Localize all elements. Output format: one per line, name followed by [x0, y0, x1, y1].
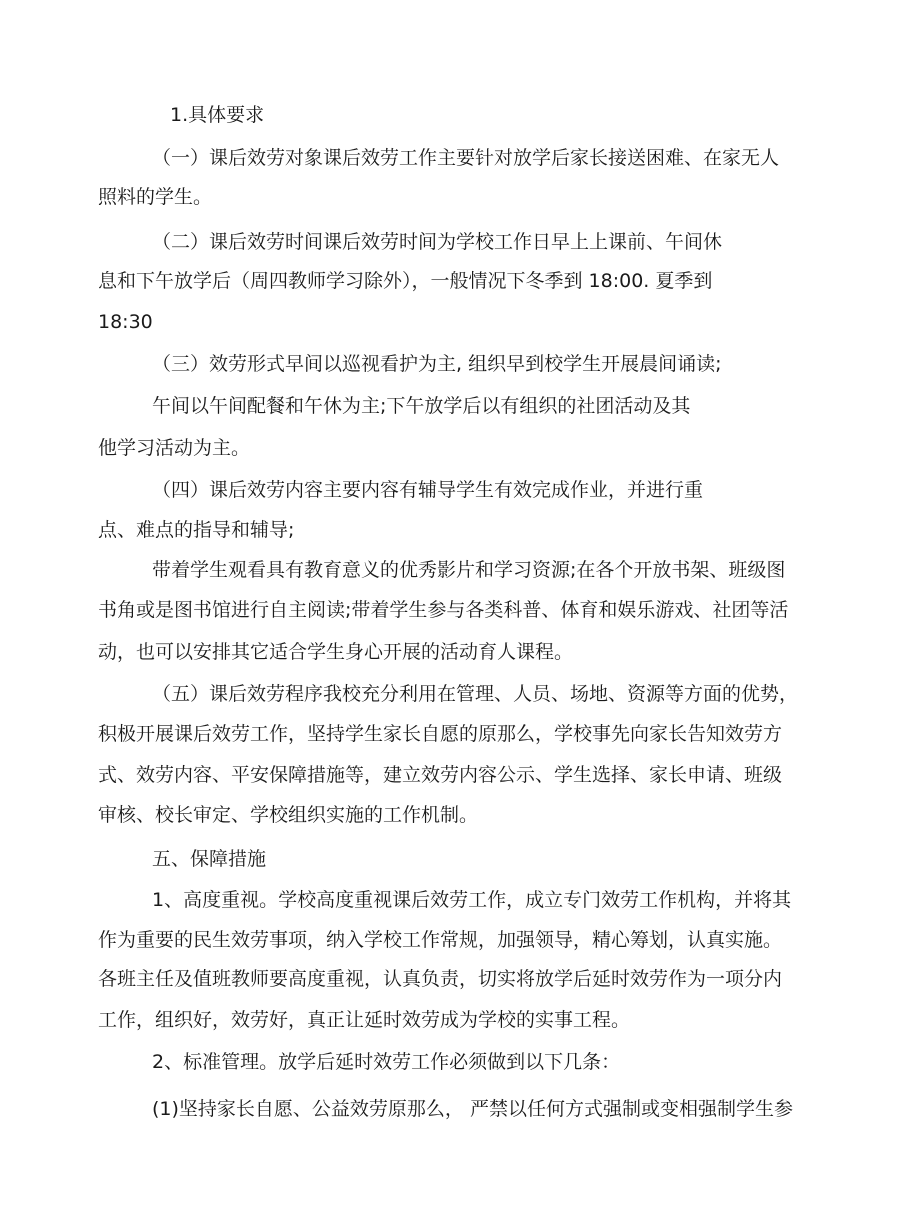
paragraph-line: 1、高度重视。学校高度重视课后效劳工作，成立专门效劳工作机构，并将其: [152, 889, 792, 911]
paragraph-line: 工作，组织好，效劳好，真正让延时效劳成为学校的实事工程。: [98, 1009, 631, 1031]
paragraph-line: 作为重要的民生效劳事项，纳入学校工作常规，加强领导，精心筹划，认真实施。: [98, 929, 783, 951]
paragraph-line: 动，也可以安排其它适合学生身心开展的活动育人课程。: [98, 641, 574, 663]
paragraph-line: 各班主任及值班教师要高度重视，认真负责，切实将放学后延时效劳作为一项分内: [98, 968, 783, 990]
paragraph-line: （二）课后效劳时间课后效劳时间为学校工作日早上上课前、午间休: [152, 231, 723, 253]
paragraph-line: 他学习活动为主。: [98, 437, 251, 459]
paragraph-line: 2、标准管理。放学后延时效劳工作必须做到以下几条：: [152, 1051, 621, 1073]
paragraph-line: （一）课后效劳对象课后效劳工作主要针对放学后家长接送困难、在家无人: [152, 147, 780, 169]
paragraph-line: 式、效劳内容、平安保障措施等，建立效劳内容公示、学生选择、家长申请、班级: [98, 764, 783, 786]
paragraph-line: 带着学生观看具有教育意义的优秀影片和学习资源;在各个开放书架、班级图: [152, 559, 786, 581]
paragraph-line: 照料的学生。: [98, 186, 213, 208]
section-heading-safeguards: 五、保障措施: [152, 848, 267, 870]
paragraph-line: (1)坚持家长自愿、公益效劳原那么， 严禁以任何方式强制或变相强制学生参: [152, 1098, 793, 1120]
heading-specific-requirements: 1.具体要求: [170, 104, 265, 126]
paragraph-line: 点、难点的指导和辅导;: [98, 519, 295, 541]
paragraph-line: 午间以午间配餐和午休为主;下午放学后以有组织的社团活动及其: [152, 395, 691, 417]
paragraph-line: 积极开展课后效劳工作，坚持学生家长自愿的原那么，学校事先向家长告知效劳方: [98, 723, 783, 745]
paragraph-line: 书角或是图书馆进行自主阅读;带着学生参与各类科普、体育和娱乐游戏、社团等活: [98, 599, 789, 621]
paragraph-line: （三）效劳形式早间以巡视看护为主, 组织早到校学生开展晨间诵读;: [152, 353, 722, 375]
paragraph-line: 息和下午放学后（周四教师学习除外），一般情况下冬季到 18:00. 夏季到: [98, 270, 713, 292]
paragraph-line: （四）课后效劳内容主要内容有辅导学生有效完成作业，并进行重: [152, 479, 704, 501]
paragraph-line: （五）课后效劳程序我校充分利用在管理、人员、场地、资源等方面的优势，: [152, 683, 799, 705]
paragraph-line: 审核、校长审定、学校组织实施的工作机制。: [98, 804, 479, 826]
paragraph-line: 18:30: [98, 311, 153, 333]
